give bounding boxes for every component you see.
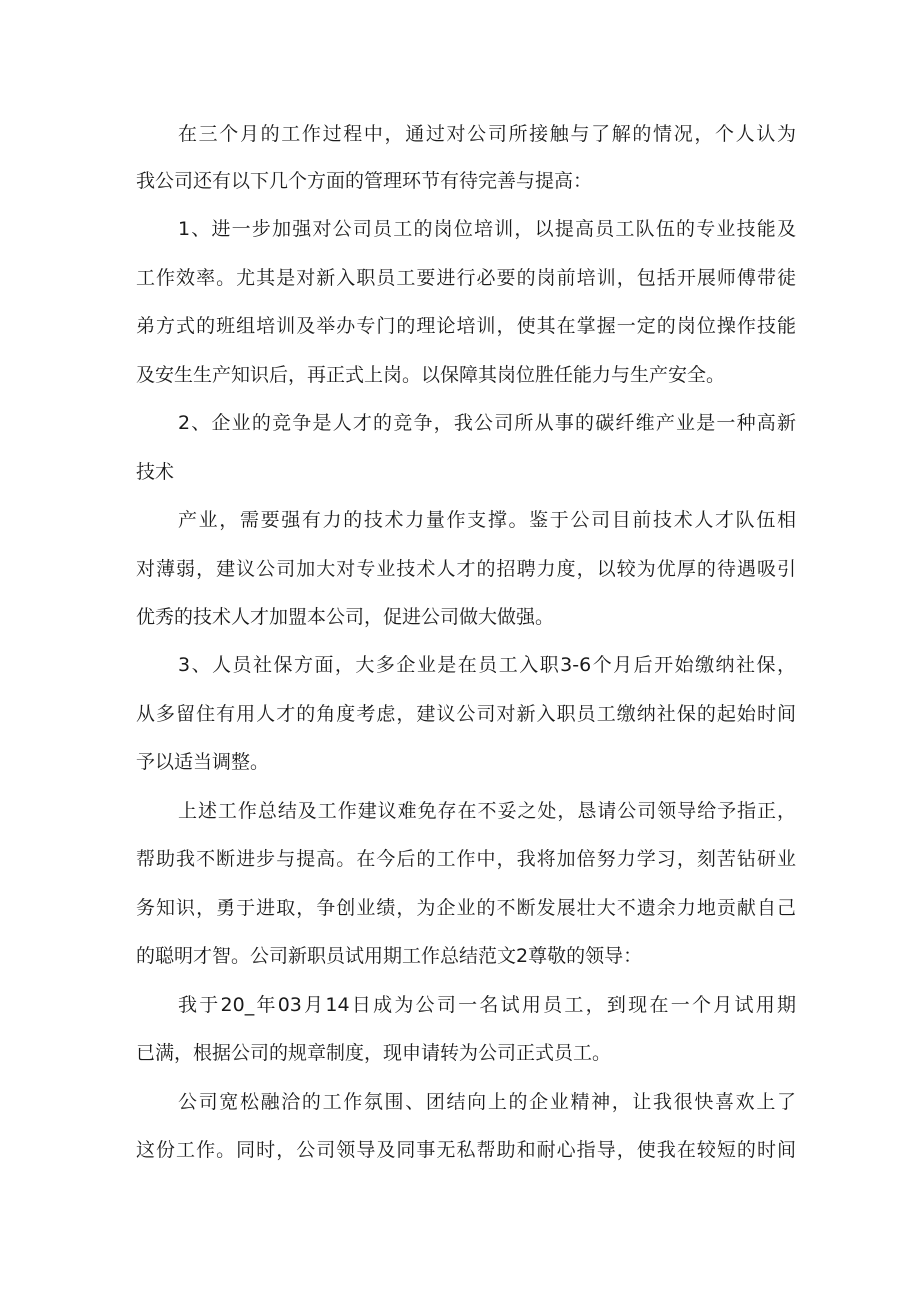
text-line: 公司宽松融洽的工作氛围、团结向上的企业精神，让我很快喜欢上了	[178, 1091, 796, 1113]
text-line: 2、企业的竞争是人才的竞争，我公司所从事的碳纤维产业是一种高新	[178, 412, 796, 434]
text-line: 这份工作。同时，公司领导及同事无私帮助和耐心指导，使我在较短的时间	[136, 1139, 796, 1161]
text-line: 在三个月的工作过程中，通过对公司所接触与了解的情况，个人认为	[178, 123, 796, 145]
text-line: 产业，需要强有力的技术力量作支撑。鉴于公司目前技术人才队伍相	[178, 509, 796, 531]
text-line: 的聪明才智。公司新职员试用期工作总结范文2尊敬的领导：	[136, 945, 643, 967]
text-line: 优秀的技术人才加盟本公司，促进公司做大做强。	[136, 606, 555, 628]
text-line: 务知识，勇于进取，争创业绩，为企业的不断发展壮大不遗余力地贡献自己	[136, 897, 796, 919]
text-line: 已满，根据公司的规章制度，现申请转为公司正式员工。	[136, 1042, 612, 1064]
text-line: 及安生生产知识后，再正式上岗。以保障其岗位胜任能力与生产安全。	[136, 364, 726, 386]
text-line: 我于20_年03月14日成为公司一名试用员工，到现在一个月试用期	[178, 994, 796, 1016]
text-line: 技术	[136, 461, 175, 483]
text-line: 对薄弱，建议公司加大对专业技术人才的招聘力度，以较为优厚的待遇吸引	[136, 558, 796, 580]
text-line: 工作效率。尤其是对新入职员工要进行必要的岗前培训，包括开展师傅带徒	[136, 267, 796, 289]
text-line: 帮助我不断进步与提高。在今后的工作中，我将加倍努力学习，刻苦钻研业	[136, 848, 796, 870]
text-line: 予以适当调整。	[136, 751, 270, 773]
text-line: 从多留住有用人才的角度考虑，建议公司对新入职员工缴纳社保的起始时间	[136, 703, 796, 725]
text-line: 上述工作总结及工作建议难免存在不妥之处，恳请公司领导给予指正，	[178, 800, 796, 822]
text-line: 弟方式的班组培训及举办专门的理论培训，使其在掌握一定的岗位操作技能	[136, 315, 796, 337]
text-line: 1、进一步加强对公司员工的岗位培训，以提高员工队伍的专业技能及	[178, 218, 796, 240]
text-line: 3、人员社保方面，大多企业是在员工入职3-6个月后开始缴纳社保，	[178, 654, 796, 676]
text-line: 我公司还有以下几个方面的管理环节有待完善与提高：	[136, 170, 593, 192]
